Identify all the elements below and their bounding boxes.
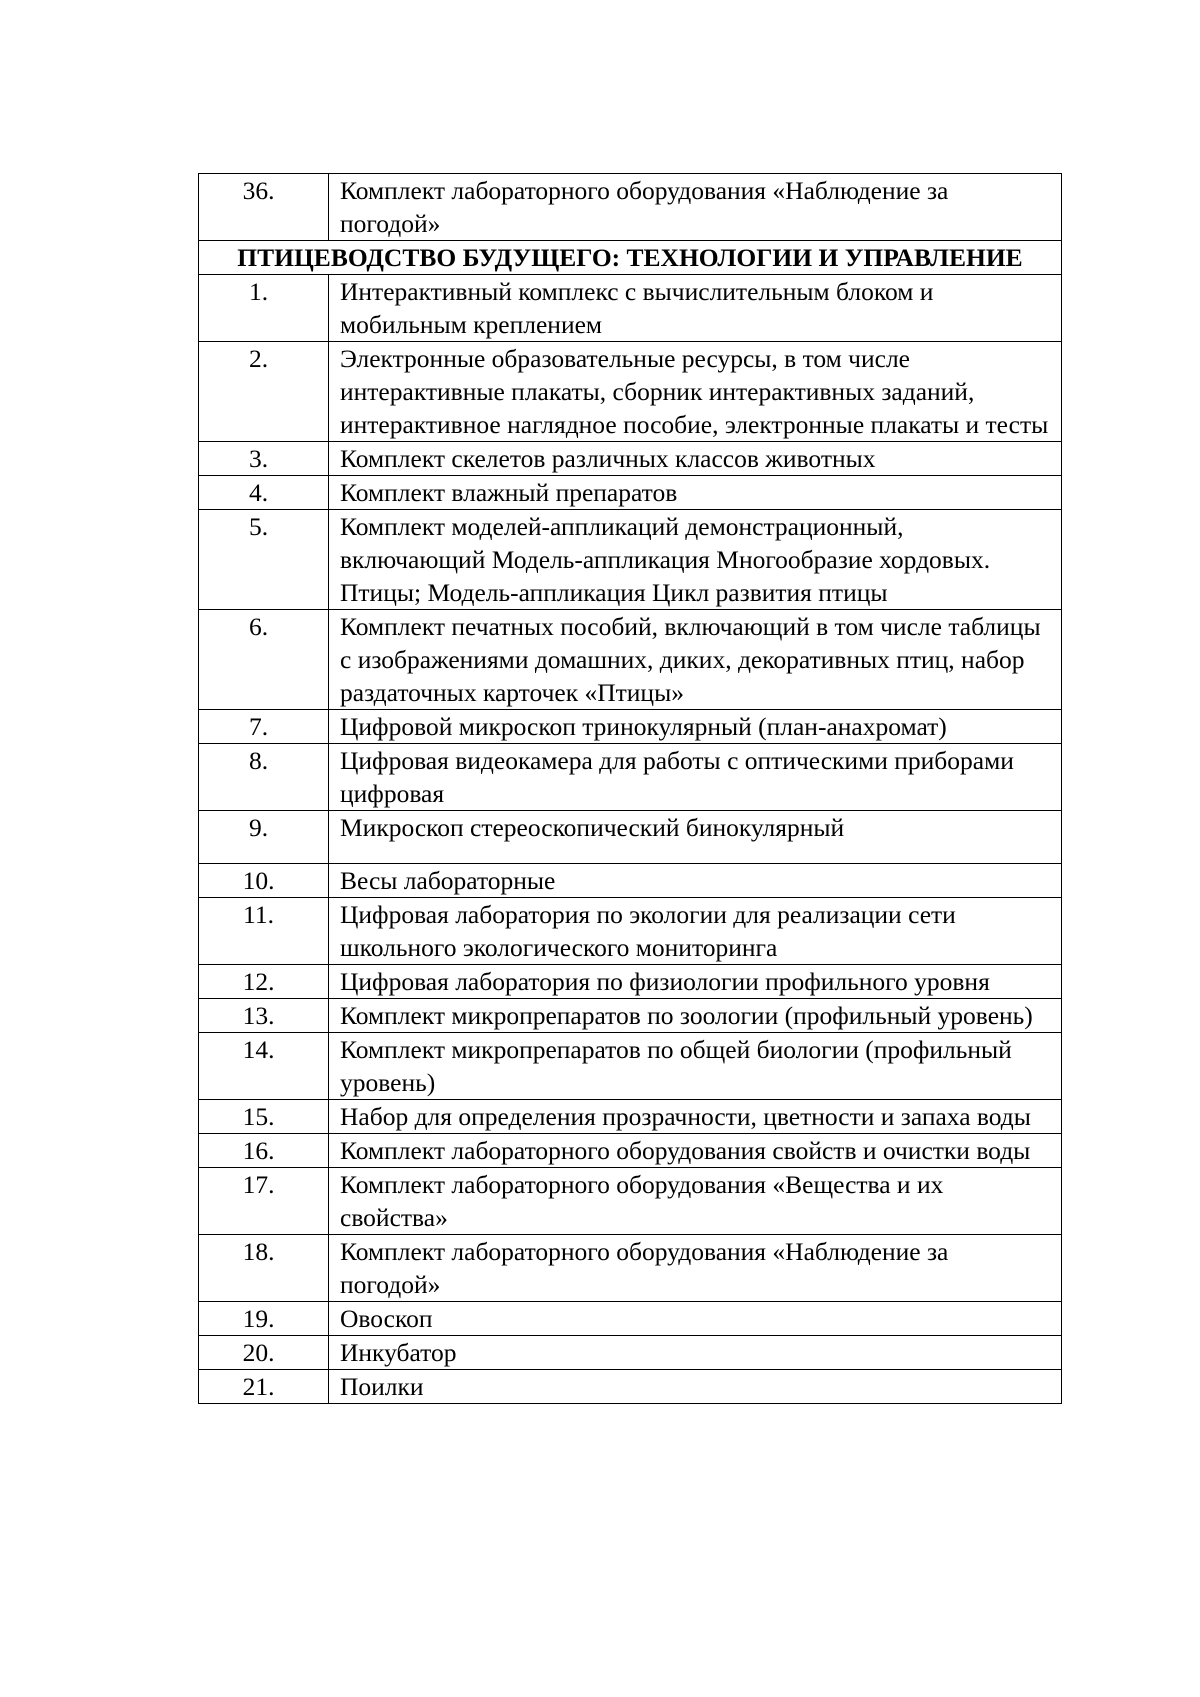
row-item-name: Поилки [329,1370,1062,1404]
row-number: 6. [199,610,329,710]
table-row [199,1370,1062,1404]
row-number: 15. [199,1100,329,1134]
table-row [199,610,1062,710]
table-row [199,999,1062,1033]
equipment-table [198,173,1062,1404]
table-row [199,510,1062,610]
table-row [199,1033,1062,1100]
row-item-name: Комплект моделей-аппликаций демонстрационный, включающий Модель-аппликация Многообразие хордовых. Птицы; Модель-аппликация Цикл развития птицы [329,510,1062,610]
row-number: 36. [199,174,329,241]
row-item-name: Комплект лабораторного оборудования «Наблюдение за погодой» [329,1235,1062,1302]
row-number: 21. [199,1370,329,1404]
row-item-name: Цифровая лаборатория по физиологии профильного уровня [329,965,1062,999]
row-number: 12. [199,965,329,999]
row-item-name: Электронные образовательные ресурсы, в том числе интерактивные плакаты, сборник интерактивных заданий, интерактивное наглядное пособие, электронные плакаты и тесты [329,342,1062,442]
row-number: 11. [199,898,329,965]
table-row [199,476,1062,510]
row-number: 7. [199,710,329,744]
row-item-name: Инкубатор [329,1336,1062,1370]
row-number: 17. [199,1168,329,1235]
row-number: 9. [199,811,329,864]
table-row [199,275,1062,342]
row-item-name: Комплект микропрепаратов по зоологии (профильный уровень) [329,999,1062,1033]
table-row [199,811,1062,864]
row-number: 20. [199,1336,329,1370]
table-row [199,744,1062,811]
row-item-name: Цифровая видеокамера для работы с оптическими приборами цифровая [329,744,1062,811]
row-item-name: Интерактивный комплекс с вычислительным блоком и мобильным креплением [329,275,1062,342]
row-number: 19. [199,1302,329,1336]
row-item-name: Комплект лабораторного оборудования «Вещества и их свойства» [329,1168,1062,1235]
row-number: 2. [199,342,329,442]
table-row [199,1168,1062,1235]
row-item-name: Комплект лабораторного оборудования «Наблюдение за погодой» [329,174,1062,241]
row-number: 16. [199,1134,329,1168]
table-row [199,1134,1062,1168]
row-number: 4. [199,476,329,510]
row-item-name: Комплект скелетов различных классов животных [329,442,1062,476]
row-number: 1. [199,275,329,342]
row-item-name: Овоскоп [329,1302,1062,1336]
row-item-name: Комплект лабораторного оборудования свойств и очистки воды [329,1134,1062,1168]
row-number: 13. [199,999,329,1033]
table-row [199,442,1062,476]
row-number: 10. [199,864,329,898]
section-title: ПТИЦЕВОДСТВО БУДУЩЕГО: ТЕХНОЛОГИИ И УПРАВЛЕНИЕ [199,241,1062,275]
section-header-row [199,241,1062,275]
table-row [199,1235,1062,1302]
row-number: 18. [199,1235,329,1302]
row-item-name: Цифровой микроскоп тринокулярный (план-анахромат) [329,710,1062,744]
row-item-name: Комплект влажный препаратов [329,476,1062,510]
row-number: 3. [199,442,329,476]
row-number: 8. [199,744,329,811]
table-row [199,965,1062,999]
row-item-name: Комплект микропрепаратов по общей биологии (профильный уровень) [329,1033,1062,1100]
table-row [199,864,1062,898]
row-item-name: Цифровая лаборатория по экологии для реализации сети школьного экологического мониторинга [329,898,1062,965]
row-item-name: Комплект печатных пособий, включающий в том числе таблицы с изображениями домашних, диких, декоративных птиц, набор раздаточных карточек «Птицы» [329,610,1062,710]
row-item-name: Микроскоп стереоскопический бинокулярный [329,811,1062,864]
table-row [199,1100,1062,1134]
row-number: 5. [199,510,329,610]
table-row [199,174,1062,241]
table-row [199,1336,1062,1370]
row-number: 14. [199,1033,329,1100]
table-row [199,342,1062,442]
table-row [199,898,1062,965]
table-row [199,710,1062,744]
table-row [199,1302,1062,1336]
row-item-name: Весы лабораторные [329,864,1062,898]
row-item-name: Набор для определения прозрачности, цветности и запаха воды [329,1100,1062,1134]
